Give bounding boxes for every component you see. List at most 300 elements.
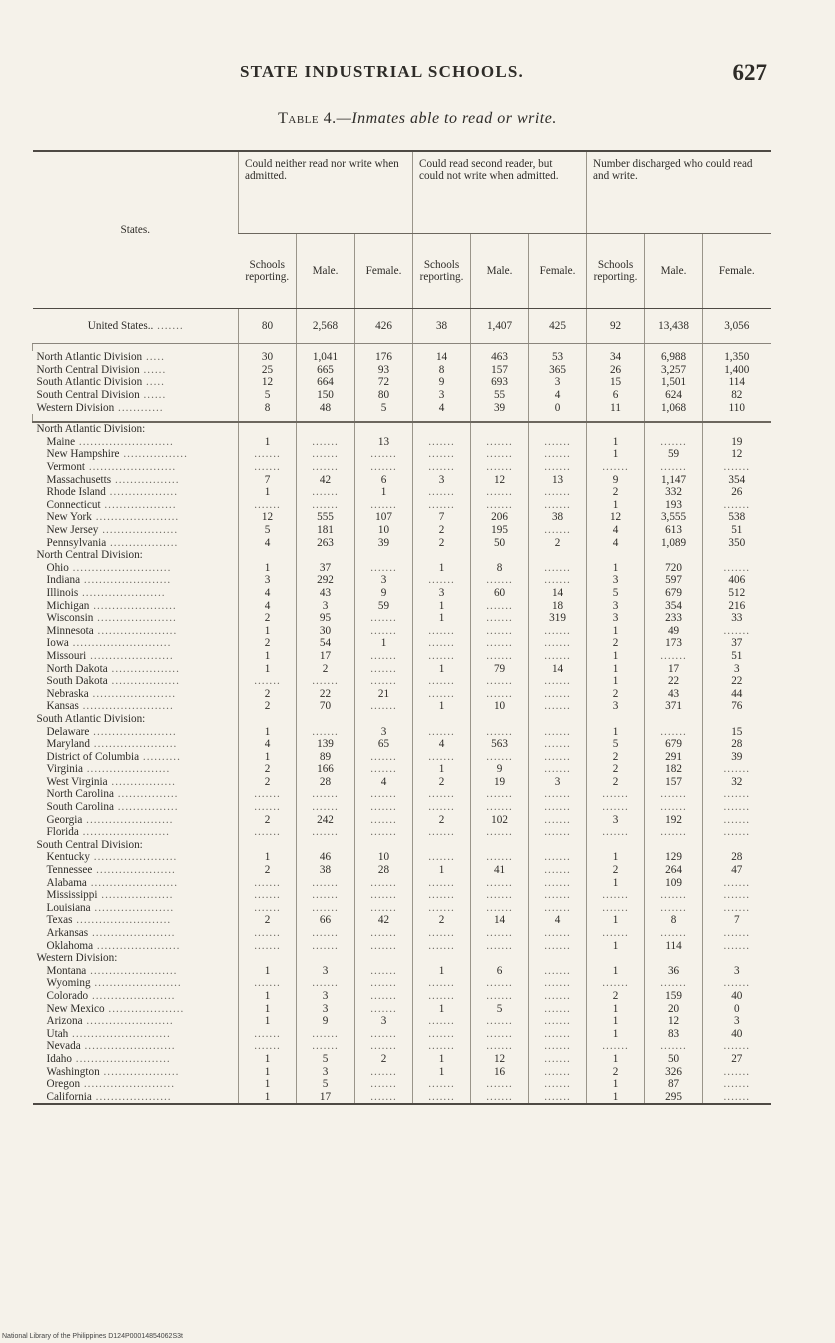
empty-dots: ....... <box>544 486 571 499</box>
state-name <box>33 511 239 524</box>
empty-dots: ....... <box>723 1090 751 1103</box>
value-cell: 37 <box>297 562 355 575</box>
leader-dots: ..................... <box>93 624 178 637</box>
value-cell: 406 <box>703 574 771 587</box>
state-row <box>33 851 771 864</box>
value-cell <box>239 549 297 562</box>
value-cell <box>471 713 529 726</box>
empty-dots: ....... <box>723 498 751 511</box>
value-cell: 10 <box>471 700 529 713</box>
value-cell <box>703 902 771 915</box>
state-row <box>33 776 771 789</box>
row-label: North Carolina <box>46 788 114 801</box>
subheader-male: Male. <box>297 234 355 309</box>
row-label: West Virginia <box>46 775 108 788</box>
value-cell <box>413 549 471 562</box>
value-cell: 40 <box>703 990 771 1003</box>
row-label: Louisiana <box>46 901 91 914</box>
value-cell: 2 <box>413 536 471 549</box>
value-cell: 1 <box>587 624 645 637</box>
empty-dots: ....... <box>312 826 339 839</box>
value-cell: 12 <box>471 1053 529 1066</box>
empty-dots: ....... <box>660 826 687 839</box>
leader-dots: ...... <box>139 363 167 376</box>
empty-dots: ....... <box>486 461 513 474</box>
value-cell <box>471 725 529 738</box>
empty-dots: ....... <box>312 977 339 990</box>
empty-dots: ....... <box>486 675 513 688</box>
empty-dots: ....... <box>370 977 397 990</box>
empty-dots: ....... <box>544 977 571 990</box>
value-cell: 1 <box>587 914 645 927</box>
value-cell: 613 <box>645 524 703 537</box>
value-cell: 18 <box>529 599 587 612</box>
value-cell: 1 <box>239 1065 297 1078</box>
state-name <box>33 977 239 990</box>
empty-dots: ....... <box>544 524 571 537</box>
section-heading-row <box>33 549 771 562</box>
value-cell: 41 <box>471 864 529 877</box>
row-label: Rhode Island <box>46 486 106 499</box>
empty-dots: ....... <box>544 1015 571 1028</box>
value-cell: 12 <box>587 511 645 524</box>
division-summary-row <box>33 376 771 389</box>
state-name <box>33 776 239 789</box>
value-cell <box>239 927 297 940</box>
value-cell: 720 <box>645 562 703 575</box>
value-cell: 2 <box>413 776 471 789</box>
value-cell <box>529 1053 587 1066</box>
value-cell <box>529 562 587 575</box>
value-cell: 354 <box>703 473 771 486</box>
value-cell: 114 <box>645 939 703 952</box>
value-cell: 4 <box>587 536 645 549</box>
row-label: South Carolina <box>46 801 114 814</box>
value-cell <box>587 977 645 990</box>
value-cell <box>239 876 297 889</box>
value-cell <box>529 713 587 726</box>
value-cell: 1 <box>239 562 297 575</box>
row-label: Kansas <box>46 700 79 713</box>
empty-dots: ....... <box>544 876 571 889</box>
empty-dots: ....... <box>486 750 513 763</box>
subheader-schools-reporting: Schools reporting. <box>239 234 297 309</box>
empty-dots: ....... <box>660 901 687 914</box>
value-cell: 59 <box>645 448 703 461</box>
value-cell <box>297 549 355 562</box>
empty-dots: ....... <box>312 788 339 801</box>
value-cell: 14 <box>413 351 471 364</box>
value-cell <box>413 637 471 650</box>
subheader-female: Female. <box>703 234 771 309</box>
row-label: Illinois <box>46 586 79 599</box>
spacer-cell <box>413 344 471 352</box>
state-row <box>33 473 771 486</box>
value-cell: 2 <box>355 1053 413 1066</box>
empty-dots: ....... <box>370 750 397 763</box>
empty-dots: ....... <box>544 826 571 839</box>
empty-dots: ....... <box>486 1078 513 1091</box>
leader-dots: ..................... <box>90 901 175 914</box>
value-cell <box>529 436 587 449</box>
state-name <box>33 499 239 512</box>
value-cell: 5 <box>355 401 413 414</box>
empty-dots: ....... <box>428 1090 455 1103</box>
table-body <box>33 309 771 1105</box>
group-header-neither: Could neither read nor write when admitted. <box>239 151 413 234</box>
value-cell: 354 <box>645 599 703 612</box>
leader-dots: .................. <box>105 486 178 499</box>
state-name <box>33 927 239 940</box>
leader-dots: ...... <box>139 389 167 402</box>
value-cell: 3 <box>587 700 645 713</box>
value-cell: 38 <box>297 864 355 877</box>
empty-dots: ....... <box>723 624 751 637</box>
value-cell <box>413 461 471 474</box>
value-cell <box>355 750 413 763</box>
value-cell: 2 <box>297 662 355 675</box>
value-cell: 22 <box>703 675 771 688</box>
value-cell <box>587 788 645 801</box>
value-cell: 11 <box>587 401 645 414</box>
leader-dots: .................. <box>106 536 179 549</box>
state-name <box>33 624 239 637</box>
empty-dots: ....... <box>312 486 339 499</box>
value-cell: 1 <box>587 725 645 738</box>
value-cell <box>471 549 529 562</box>
state-name <box>33 1090 239 1104</box>
empty-dots: ....... <box>312 725 339 738</box>
empty-dots: ....... <box>544 461 571 474</box>
empty-dots: ....... <box>254 461 281 474</box>
state-name <box>33 851 239 864</box>
empty-dots: ....... <box>602 826 629 839</box>
spacer-cell <box>297 344 355 352</box>
state-row <box>33 914 771 927</box>
empty-dots: ....... <box>254 498 281 511</box>
empty-dots: ....... <box>602 977 629 990</box>
value-cell <box>413 788 471 801</box>
value-cell <box>471 612 529 625</box>
value-cell: 166 <box>297 763 355 776</box>
empty-dots: ....... <box>544 889 571 902</box>
state-name <box>33 965 239 978</box>
empty-dots: ....... <box>370 788 397 801</box>
value-cell: 365 <box>529 364 587 377</box>
section-heading: North Atlantic Division: <box>33 422 239 436</box>
value-cell <box>529 990 587 1003</box>
empty-dots: ....... <box>544 927 571 940</box>
spacer-cell <box>297 414 355 422</box>
value-cell: 7 <box>239 473 297 486</box>
division-summary-row <box>33 351 771 364</box>
value-cell: 55 <box>471 389 529 402</box>
total-row <box>33 309 771 344</box>
value-cell <box>239 977 297 990</box>
empty-dots: ....... <box>660 649 687 662</box>
value-cell <box>297 952 355 965</box>
value-cell: 2 <box>239 813 297 826</box>
state-name <box>33 637 239 650</box>
value-cell <box>413 927 471 940</box>
value-cell: 30 <box>239 351 297 364</box>
value-cell <box>297 1040 355 1053</box>
row-label: Colorado <box>46 989 89 1002</box>
value-cell: 102 <box>471 813 529 826</box>
value-cell <box>239 952 297 965</box>
value-cell: 1 <box>239 624 297 637</box>
row-label: Oklahoma <box>46 939 94 952</box>
row-label: New York <box>46 511 92 524</box>
value-cell: 2 <box>587 1065 645 1078</box>
empty-dots: ....... <box>428 687 455 700</box>
empty-dots: ....... <box>660 1040 687 1053</box>
division-summary-row <box>33 401 771 414</box>
value-cell: 1 <box>587 851 645 864</box>
value-cell <box>529 876 587 889</box>
value-cell: 679 <box>645 738 703 751</box>
value-cell <box>413 725 471 738</box>
empty-dots: ....... <box>254 826 281 839</box>
value-cell: 28 <box>703 851 771 864</box>
value-cell <box>297 713 355 726</box>
empty-dots: ....... <box>544 574 571 587</box>
state-row <box>33 889 771 902</box>
state-name <box>33 1015 239 1028</box>
value-cell: 6 <box>355 473 413 486</box>
division-name <box>33 376 239 389</box>
empty-dots: ....... <box>660 461 687 474</box>
value-cell <box>413 990 471 1003</box>
value-cell <box>355 977 413 990</box>
state-row <box>33 637 771 650</box>
value-cell <box>413 650 471 663</box>
value-cell: 21 <box>355 687 413 700</box>
empty-dots: ....... <box>370 1027 397 1040</box>
value-cell: 538 <box>703 511 771 524</box>
value-cell: 13,438 <box>645 309 703 344</box>
empty-dots: ....... <box>486 486 513 499</box>
subheader-female: Female. <box>529 234 587 309</box>
state-row <box>33 536 771 549</box>
value-cell <box>529 422 587 436</box>
value-cell: 4 <box>529 914 587 927</box>
empty-dots: ....... <box>723 788 751 801</box>
empty-dots: ....... <box>544 750 571 763</box>
value-cell: 1 <box>587 1015 645 1028</box>
value-cell <box>239 902 297 915</box>
value-cell: 3 <box>703 662 771 675</box>
empty-dots: ....... <box>602 801 629 814</box>
row-label: Missouri <box>46 649 87 662</box>
state-row <box>33 902 771 915</box>
empty-dots: ....... <box>370 662 397 675</box>
empty-dots: ....... <box>723 763 751 776</box>
value-cell: 9 <box>413 376 471 389</box>
division-name <box>33 401 239 414</box>
value-cell <box>355 448 413 461</box>
value-cell <box>703 562 771 575</box>
row-label: Nevada <box>46 1040 81 1053</box>
value-cell: 3,555 <box>645 511 703 524</box>
leader-dots: ................... <box>100 498 177 511</box>
states-column-header: States. <box>33 151 239 309</box>
row-label: Massachusetts <box>46 473 112 486</box>
value-cell: 27 <box>703 1053 771 1066</box>
value-cell: 60 <box>471 587 529 600</box>
value-cell: 1 <box>587 662 645 675</box>
empty-dots: ....... <box>486 725 513 738</box>
empty-dots: ....... <box>486 889 513 902</box>
value-cell: 182 <box>645 763 703 776</box>
value-cell <box>413 713 471 726</box>
spacer-cell <box>33 414 239 422</box>
state-name <box>33 587 239 600</box>
value-cell <box>645 927 703 940</box>
empty-dots: ....... <box>370 989 397 1002</box>
leader-dots: ......................... <box>75 435 174 448</box>
value-cell: 150 <box>297 389 355 402</box>
value-cell: 15 <box>703 725 771 738</box>
value-cell: 2 <box>587 776 645 789</box>
empty-dots: ....... <box>312 939 339 952</box>
value-cell: 192 <box>645 813 703 826</box>
value-cell: 2 <box>239 637 297 650</box>
value-cell: 39 <box>471 401 529 414</box>
value-cell <box>529 700 587 713</box>
state-name <box>33 914 239 927</box>
value-cell <box>703 499 771 512</box>
state-name <box>33 574 239 587</box>
state-row <box>33 1027 771 1040</box>
value-cell: 46 <box>297 851 355 864</box>
spacer-cell <box>471 344 529 352</box>
value-cell: 3 <box>355 574 413 587</box>
state-name <box>33 725 239 738</box>
value-cell: 3 <box>413 473 471 486</box>
value-cell <box>529 637 587 650</box>
value-cell: 2 <box>587 750 645 763</box>
value-cell <box>645 436 703 449</box>
value-cell: 72 <box>355 376 413 389</box>
value-cell <box>355 675 413 688</box>
value-cell <box>645 977 703 990</box>
row-label: Florida <box>46 826 79 839</box>
value-cell: 1 <box>355 486 413 499</box>
running-header <box>0 60 835 90</box>
value-cell <box>239 448 297 461</box>
value-cell <box>297 927 355 940</box>
value-cell <box>355 549 413 562</box>
value-cell <box>471 687 529 700</box>
empty-dots: ....... <box>544 1065 571 1078</box>
spacer-cell <box>587 344 645 352</box>
value-cell <box>529 1065 587 1078</box>
row-label: Montana <box>46 964 87 977</box>
leader-dots: ....................... <box>90 977 182 990</box>
value-cell: 80 <box>239 309 297 344</box>
value-cell <box>529 826 587 839</box>
value-cell: 665 <box>297 364 355 377</box>
subheader-schools-reporting: Schools reporting. <box>413 234 471 309</box>
value-cell: 13 <box>355 436 413 449</box>
state-row <box>33 1002 771 1015</box>
empty-dots: ....... <box>312 876 339 889</box>
value-cell <box>529 1002 587 1015</box>
value-cell: 4 <box>239 587 297 600</box>
value-cell: 3 <box>413 389 471 402</box>
empty-dots: ....... <box>370 448 397 461</box>
spacer-row <box>33 414 771 422</box>
state-name <box>33 801 239 814</box>
empty-dots: ....... <box>312 1040 339 1053</box>
value-cell <box>355 763 413 776</box>
value-cell: 32 <box>703 776 771 789</box>
empty-dots: ....... <box>544 851 571 864</box>
value-cell: 159 <box>645 990 703 1003</box>
value-cell <box>645 1040 703 1053</box>
value-cell: 30 <box>297 624 355 637</box>
value-cell: 38 <box>529 511 587 524</box>
value-cell: 26 <box>587 364 645 377</box>
empty-dots: ....... <box>428 637 455 650</box>
value-cell: 425 <box>529 309 587 344</box>
row-label: New Jersey <box>46 524 99 537</box>
value-cell: 3 <box>355 725 413 738</box>
value-cell: 664 <box>297 376 355 389</box>
value-cell: 6,988 <box>645 351 703 364</box>
value-cell <box>355 1040 413 1053</box>
value-cell <box>413 448 471 461</box>
row-label: Arizona <box>46 1015 83 1028</box>
value-cell <box>297 461 355 474</box>
empty-dots: ....... <box>544 1052 571 1065</box>
row-label: Indiana <box>46 574 81 587</box>
empty-dots: ....... <box>544 675 571 688</box>
state-name <box>33 436 239 449</box>
empty-dots: ....... <box>370 675 397 688</box>
value-cell: 173 <box>645 637 703 650</box>
value-cell: 263 <box>297 536 355 549</box>
empty-dots: ....... <box>486 574 513 587</box>
empty-dots: ....... <box>428 448 455 461</box>
empty-dots: ....... <box>486 448 513 461</box>
value-cell: 1 <box>587 562 645 575</box>
value-cell: 2 <box>239 700 297 713</box>
value-cell <box>355 1065 413 1078</box>
empty-dots: ....... <box>254 927 281 940</box>
value-cell: 9 <box>471 763 529 776</box>
value-cell: 3 <box>239 574 297 587</box>
value-cell <box>471 839 529 852</box>
value-cell <box>471 889 529 902</box>
value-cell: 1 <box>587 965 645 978</box>
value-cell: 195 <box>471 524 529 537</box>
value-cell: 43 <box>297 587 355 600</box>
value-cell <box>587 1040 645 1053</box>
value-cell: 6 <box>471 965 529 978</box>
state-row <box>33 1090 771 1104</box>
empty-dots: ....... <box>723 876 751 889</box>
spacer-cell <box>645 344 703 352</box>
division-summary-row <box>33 389 771 402</box>
value-cell <box>703 927 771 940</box>
value-cell: 1 <box>413 965 471 978</box>
value-cell: 206 <box>471 511 529 524</box>
value-cell: 1 <box>239 750 297 763</box>
value-cell <box>413 499 471 512</box>
empty-dots: ....... <box>544 813 571 826</box>
